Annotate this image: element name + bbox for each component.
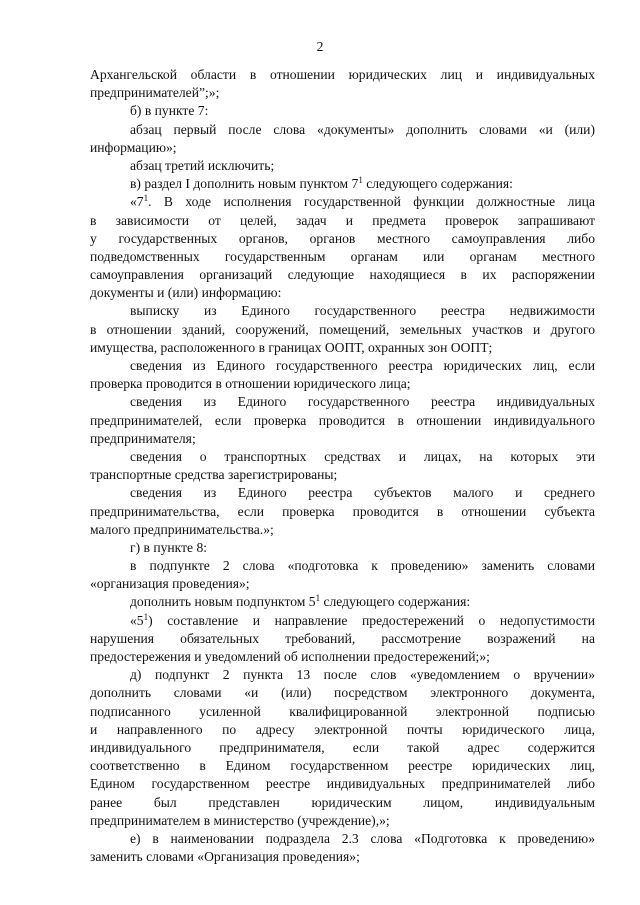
line-text-after: следующего содержания: (320, 594, 471, 610)
superscript: 1 (315, 593, 321, 604)
superscript: 1 (143, 611, 149, 622)
line-text: самоуправления организаций следующие находящиеся в их распоряжении (90, 267, 595, 283)
text-line (90, 66, 595, 84)
text-line (90, 539, 595, 557)
line-text-after: следующего содержания: (362, 176, 513, 192)
text-line (90, 393, 595, 411)
line-text: у государственных органов, органов местного самоуправления либо (90, 230, 595, 246)
superscript: 1 (358, 175, 363, 186)
text-line (90, 84, 595, 102)
line-text: заменить словами «Организация проведения»; (90, 849, 360, 865)
line-text: транспортные средства зарегистрированы; (90, 467, 338, 483)
text-line (90, 430, 595, 448)
text-line (90, 557, 595, 575)
line-text: в зависимости от целей, задач и предмета проверок запрашивают (90, 212, 595, 228)
text-line (90, 684, 595, 702)
line-text: в отношении зданий, сооружений, помещений, земельных участков и другого (90, 321, 595, 337)
text-line (90, 612, 595, 630)
document-body (90, 66, 595, 866)
superscript: 1 (143, 193, 149, 204)
line-text: индивидуального предпринимателя, если такой адрес содержится (90, 739, 595, 755)
line-text-after: . В ходе исполнения государственной функции должностные лица (148, 194, 595, 210)
text-line (90, 521, 595, 539)
text-line (90, 302, 595, 320)
line-text: сведения из Единого реестра субъектов малого и среднего (130, 485, 595, 501)
line-text: б) в пункте 7: (130, 103, 209, 119)
line-text: дополнить словами «и (или) посредством электронного документа, (90, 685, 595, 701)
line-text: имущества, расположенного в границах ООПТ, охранных зон ООПТ; (90, 339, 493, 355)
line-text: и направленного по адресу электронной почты юридического лица, (90, 721, 595, 737)
line-text: малого предпринимательства.»; (90, 521, 274, 537)
text-line (90, 703, 595, 721)
line-text: ранее был представлен юридическим лицом, индивидуальным (90, 794, 595, 810)
line-text: проверка проводится в отношении юридического лица; (90, 376, 411, 392)
line-text: в подпункте 2 слова «подготовка к проведению» заменить словами (130, 558, 595, 574)
text-line (90, 102, 595, 120)
line-text: дополнить новым подпунктом 5 (130, 594, 316, 610)
line-text: выписку из Единого государственного реестра недвижимости (130, 303, 595, 319)
text-line (90, 321, 595, 339)
text-line (90, 812, 595, 830)
line-text: г) в пункте 8: (130, 539, 208, 555)
text-line (90, 648, 595, 666)
text-line (90, 830, 595, 848)
text-line (90, 666, 595, 684)
line-text: Архангельской области в отношении юридических лиц и индивидуальных (90, 67, 595, 82)
line-text-after: ) составление и направление предостережений о недопустимости (148, 612, 595, 628)
text-line (90, 775, 595, 793)
line-text: абзац первый после слова «документы» дополнить словами «и (или) (130, 121, 595, 137)
text-line (90, 412, 595, 430)
line-text: подведомственных государственным органам или органам местного (90, 248, 595, 264)
line-text: документы и (или) информацию: (90, 285, 282, 301)
text-line (90, 848, 595, 866)
page-number: 2 (316, 39, 324, 54)
text-line (90, 375, 595, 393)
line-text: е) в наименовании подраздела 2.3 слова «Подготовка к проведению» (130, 830, 595, 846)
line-text: сведения из Единого государственного реестра юридических лиц, если (130, 358, 595, 373)
text-line (90, 230, 595, 248)
text-line (90, 248, 595, 266)
text-line (90, 339, 595, 357)
line-text: предпринимательства, если проверка проводится в отношении субъекта (90, 503, 595, 519)
text-line (90, 448, 595, 466)
line-text: сведения о транспортных средствах и лицах, на которых эти (130, 448, 595, 464)
text-line (90, 739, 595, 757)
line-text: «7 (130, 194, 144, 210)
line-text: предпринимателей”;»; (90, 85, 220, 101)
line-text: в) раздел I дополнить новым пунктом 7 (130, 176, 359, 192)
text-line (90, 175, 595, 193)
text-line (90, 139, 595, 157)
line-text: нарушения обязательных требований, рассмотрение возражений на (90, 630, 595, 646)
text-line (90, 721, 595, 739)
line-text: информацию»; (90, 139, 177, 155)
text-line (90, 157, 595, 175)
text-line (90, 503, 595, 521)
line-text: предпринимателем в министерство (учреждение),»; (90, 812, 390, 828)
text-line (90, 284, 595, 302)
text-line (90, 266, 595, 284)
line-text: предпринимателей, если проверка проводится в отношении индивидуального (90, 412, 595, 428)
text-line (90, 484, 595, 502)
text-line (90, 466, 595, 484)
line-text: д) подпункт 2 пункта 13 после слов «уведомлением о вручении» (130, 667, 595, 683)
line-text: «5 (130, 612, 144, 628)
line-text: предостережения и уведомлений об исполнении предостережений;»; (90, 649, 490, 664)
text-line (90, 212, 595, 230)
text-line (90, 575, 595, 593)
text-line (90, 593, 595, 611)
line-text: сведения из Единого государственного реестра индивидуальных (130, 394, 595, 410)
line-text: предпринимателя; (90, 430, 196, 446)
line-text: абзац третий исключить; (130, 157, 275, 173)
text-line (90, 794, 595, 812)
text-line (90, 121, 595, 139)
line-text: Едином государственном реестре индивидуальных предпринимателей либо (90, 776, 595, 792)
line-text: «организация проведения»; (90, 576, 250, 592)
text-line (90, 757, 595, 775)
text-line (90, 357, 595, 375)
line-text: подписанного усиленной квалифицированной электронной подписью (90, 703, 595, 719)
text-line (90, 630, 595, 648)
line-text: соответственно в Едином государственном реестре юридических лиц, (90, 758, 595, 774)
text-line (90, 193, 595, 211)
